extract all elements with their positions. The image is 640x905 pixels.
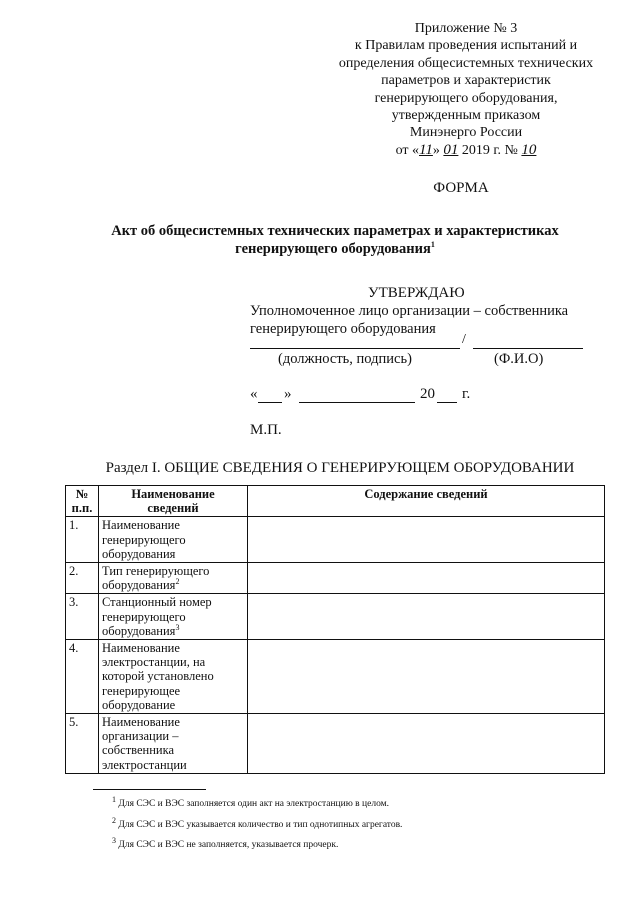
footnote-number: 1 bbox=[112, 794, 116, 804]
handwritten-month: 01 bbox=[443, 141, 459, 158]
table-row bbox=[66, 640, 605, 714]
header-number-line-2: п.п. bbox=[71, 501, 93, 516]
footnote-text: Для СЭС и ВЭС заполняется один акт на электростанцию в целом. bbox=[118, 799, 390, 809]
row-number: 2. bbox=[66, 563, 99, 594]
position-signature-line[interactable] bbox=[250, 348, 460, 349]
row-label-text: оборудования bbox=[102, 578, 176, 593]
footnote-ref-3: 3 bbox=[175, 622, 180, 632]
header-line: Минэнерго России bbox=[409, 125, 523, 141]
header-info-name bbox=[99, 486, 248, 517]
form-label: ФОРМА bbox=[433, 180, 489, 196]
row-label bbox=[99, 714, 248, 774]
table-row bbox=[66, 517, 605, 563]
date-prefix: от « bbox=[395, 142, 419, 158]
footnote-text: Для СЭС и ВЭС не заполняется, указывается прочерк. bbox=[118, 840, 339, 850]
row-number: 1. bbox=[66, 517, 99, 563]
table-row bbox=[66, 563, 605, 594]
row-label-line: Станционный номер bbox=[102, 595, 212, 610]
row-label-line: собственника bbox=[102, 743, 175, 758]
footnote-3 bbox=[112, 835, 339, 850]
row-label-line: генерирующее bbox=[102, 683, 181, 698]
document-title bbox=[70, 222, 600, 258]
row-content-cell[interactable] bbox=[248, 517, 605, 563]
approval-heading: УТВЕРЖДАЮ bbox=[368, 285, 465, 301]
row-label bbox=[99, 594, 248, 640]
date-open-quote: « bbox=[250, 386, 258, 402]
full-name-label: (Ф.И.О) bbox=[494, 351, 544, 367]
authorized-line-1: Уполномоченное лицо организации – собственника bbox=[250, 303, 569, 319]
title-line-1: Акт об общесистемных технических параметрах и характеристиках bbox=[111, 223, 559, 239]
section-title: Раздел I. ОБЩИЕ СВЕДЕНИЯ О ГЕНЕРИРУЮЩЕМ ОБОРУДОВАНИИ bbox=[105, 460, 575, 476]
header-line: к Правилам проведения испытаний и bbox=[354, 38, 578, 54]
date-year: 2019 г. № bbox=[458, 142, 522, 158]
year-prefix: 20 bbox=[420, 386, 435, 402]
stamp-place: М.П. bbox=[250, 422, 282, 438]
row-content-cell[interactable] bbox=[248, 640, 605, 714]
row-label-line: оборудования bbox=[102, 546, 176, 561]
header-number bbox=[66, 486, 99, 517]
row-label-line: Наименование bbox=[102, 518, 180, 533]
row-label-line: Тип генерирующего bbox=[102, 564, 210, 579]
footnote-ref-1: 1 bbox=[430, 240, 435, 250]
order-date-line bbox=[300, 142, 632, 159]
row-label-line: Наименование bbox=[102, 715, 180, 730]
signature-separator: / bbox=[462, 332, 466, 347]
approval-day-line[interactable] bbox=[258, 402, 282, 403]
footnote-number: 2 bbox=[112, 815, 116, 825]
footnote-number: 3 bbox=[112, 835, 116, 845]
footnote-2 bbox=[112, 815, 403, 830]
row-label-line: оборудование bbox=[102, 697, 176, 712]
header-line: Приложение № 3 bbox=[414, 21, 518, 36]
row-label-line: генерирующего bbox=[102, 609, 186, 624]
row-label-line: электростанции, на bbox=[102, 655, 206, 670]
row-content-cell[interactable] bbox=[248, 563, 605, 594]
year-suffix: г. bbox=[462, 386, 471, 402]
row-label bbox=[99, 517, 248, 563]
row-content-cell[interactable] bbox=[248, 714, 605, 774]
row-number: 3. bbox=[66, 594, 99, 640]
row-label-line: генерирующего bbox=[102, 532, 186, 547]
header-number-line-1: № bbox=[75, 487, 89, 501]
row-label-text: оборудования bbox=[102, 623, 176, 638]
full-name-line[interactable] bbox=[473, 348, 583, 349]
header-info-line-1: Наименование bbox=[131, 487, 215, 501]
row-number: 4. bbox=[66, 640, 99, 714]
approval-month-line[interactable] bbox=[299, 402, 415, 403]
header-line: утвержденным приказом bbox=[391, 108, 541, 124]
date-mid: » bbox=[432, 142, 444, 158]
footnote-separator bbox=[93, 789, 206, 790]
row-label-line bbox=[102, 578, 244, 592]
row-label bbox=[99, 640, 248, 714]
row-label-line bbox=[102, 624, 244, 638]
header-line: параметров и характеристик bbox=[381, 73, 551, 89]
authorized-line-2: генерирующего оборудования bbox=[250, 320, 436, 337]
appendix-header bbox=[300, 20, 632, 159]
row-content-cell[interactable] bbox=[248, 594, 605, 640]
general-info-table bbox=[65, 485, 605, 774]
header-info-line-2: сведений bbox=[147, 501, 199, 516]
footnote-ref-2: 2 bbox=[175, 577, 180, 587]
row-number: 5. bbox=[66, 714, 99, 774]
position-signature-label: (должность, подпись) bbox=[278, 351, 412, 367]
title-line-2-text: генерирующего оборудования bbox=[235, 241, 431, 257]
row-label-line: организации – bbox=[102, 729, 179, 744]
title-line-2 bbox=[70, 240, 600, 258]
header-content: Содержание сведений bbox=[248, 486, 605, 517]
table-row bbox=[66, 714, 605, 774]
header-line: определения общесистемных технических bbox=[338, 55, 594, 71]
table-row bbox=[66, 594, 605, 640]
approval-year-line[interactable] bbox=[437, 402, 457, 403]
footnote-text: Для СЭС и ВЭС указывается количество и тип однотипных агрегатов. bbox=[118, 820, 403, 830]
header-line: генерирующего оборудования, bbox=[374, 90, 558, 106]
handwritten-day: 11 bbox=[419, 141, 433, 158]
footnote-1 bbox=[112, 794, 390, 809]
handwritten-order-number: 10 bbox=[521, 141, 537, 158]
row-label-line: электростанции bbox=[102, 757, 187, 772]
row-label-line: Наименование bbox=[102, 641, 180, 656]
date-close-quote: » bbox=[284, 386, 292, 402]
row-label bbox=[99, 563, 248, 594]
table-header-row bbox=[66, 486, 605, 517]
authorized-person bbox=[250, 303, 610, 338]
row-label-line: которой установлено bbox=[102, 669, 214, 684]
